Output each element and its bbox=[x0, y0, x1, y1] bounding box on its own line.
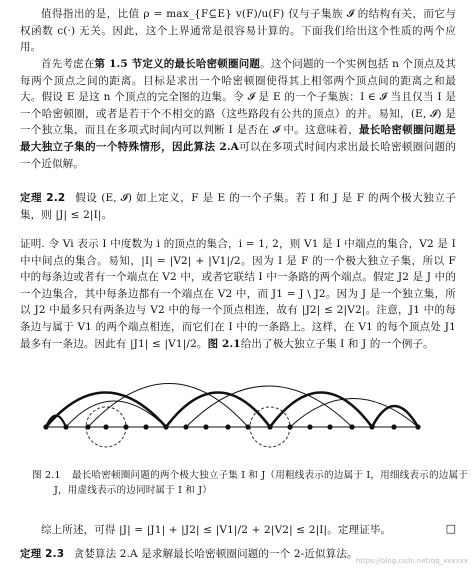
vertex-dot bbox=[143, 424, 148, 429]
paragraph-longest-hamilton: 首先考虑在第 1.5 节定义的最长哈密顿圈问题。这个问题的一个实例包括 n 个顶点及其每两个顶点之间的距离。目标是求出一个哈密顿圈使得其上相邻两个顶点间的距离之和最大。假设 E 是这 n 个顶点的完全图的边集。令 𝓘 是 E 的一个子集族：I ∈ 𝓘 当且仅当 I 是一个哈密顿圈，或者是若干个不相交的路（这些路段有公共的顶点）的并。易知，(E, 𝓘) 是一个独立集，而且在多项式时间内可以判断 I 是否在 𝓘 中。这意味着，最长哈密顿圈问题是最大独立子集的一个特殊情形，因此算法 2.A可以在多项式时间内求出最长哈密顿圈问题的一个近似解。 bbox=[20, 58, 457, 170]
vertex-dot bbox=[327, 424, 332, 429]
figure-caption-text: 最长哈密顿圈问题的两个极大独立子集 I 和 J（用粗线表示的边属于 I，用细线表示的边属于 J，用虚线表示的边同时属于 I 和 J） bbox=[54, 470, 468, 496]
proof-conclusion: 综上所述，可得 |J| = |J1| + |J2| ≤ |V1|/2 + 2|V2| ≤ 2|I|。定理证毕。 bbox=[41, 524, 392, 536]
qed-symbol: □ bbox=[445, 522, 456, 535]
vertex-dot bbox=[245, 424, 250, 429]
vertex-dot bbox=[307, 424, 312, 429]
thick-arc-4 bbox=[372, 406, 418, 427]
thin-arc-4 bbox=[290, 399, 418, 428]
vertex-dot bbox=[183, 424, 188, 429]
figure-caption bbox=[32, 468, 468, 498]
proof-label: 证明. bbox=[20, 238, 45, 250]
section-reference: 第 1.5 节定义的最长哈密顿圈问题 bbox=[94, 58, 261, 70]
vertex-dot bbox=[415, 424, 420, 429]
thick-arc-2 bbox=[166, 393, 270, 428]
vertex-dot bbox=[287, 424, 292, 429]
vertex-dot bbox=[203, 424, 208, 429]
vertex-dot bbox=[163, 424, 168, 429]
vertex-dot bbox=[43, 424, 48, 429]
figure-caption-label: 图 2.1 bbox=[32, 470, 61, 481]
figure-reference: 图 2.1 bbox=[207, 337, 241, 350]
vertex-dot bbox=[267, 424, 272, 429]
proof-text: 令 Vi 表示 I 中度数为 i 的顶点的集合，i = 1, 2，则 V1 是 I 中端点的集合，V2 是 I 中中间点的集合。易知，|I| = |V2| + |V1|/2。因为 I 是 F 的一个极大独立子集，所以 F 中的每条边或者有一个端点在 V2 中，或者它联结 I 中一条路的两个端点。假定 J2 是 J 中的一个边集合，其中每条边都有一个端点在 V2 中，而 J1 = J \ J2。因为 J 是一个独立集，所以 J2 中最多只有两条边与 V2 中的每一个顶点相连，故有 |J2| ≤ 2|V2|。注意，J1 中的每条边与属于 V1 的两个端点相连，而它们在 I 中的一条路上。这样，在 V1 的每个顶点处 J1 最多有一条边。因此有 |J1| ≤ |V1|/2。 bbox=[20, 238, 456, 350]
vertex-dot bbox=[349, 424, 354, 429]
thin-arc-2 bbox=[88, 384, 248, 428]
vertex-dot bbox=[123, 424, 128, 429]
proof-paragraph: 证明. 令 Vi 表示 I 中度数为 i 的顶点的集合，i = 1, 2，则 V1 是 I 中端点的集合，V2 是 I 中中间点的集合。易知，|I| = |V2| + |V1|/2。因为 I 是 F 的一个极大独立子集，所以 F 中的每条边或者有一个端点在 V2 中，或者它联结 I 中一条路的两个端点。假定 J2 是 J 中的一个边集合，其中每条边都有一个端点在 V2 中，而 J1 = J \ J2。因为 J 是一个独立集，所以 J2 中最多只有两条边与 V2 中的每一个顶点相连，故有 |J2| ≤ 2|V2|。注意，J1 中的每条边与属于 V1 的两个端点相连，而它们在 I 中的一条路上。这样，在 V1 的每个顶点处 J1 最多有一条边。因此有 |J1| ≤ |V1|/2。图 2.1给出了极大独立子集 I 和 J 的一个例子。 bbox=[20, 238, 456, 350]
vertex-dot bbox=[103, 424, 108, 429]
vertex-dot bbox=[369, 424, 374, 429]
vertex-dot bbox=[63, 424, 68, 429]
theorem-2-3-label: 定理 2.3 bbox=[20, 548, 65, 560]
thick-arc-3 bbox=[270, 393, 372, 428]
vertex-dot bbox=[225, 424, 230, 429]
paragraph-ratio-remark: 值得指出的是，比值 ρ = max_{F⊆E} v(F)/u(F) 仅与子集族 𝓘 的结构有关，而它与权函数 c(·) 无关。因此，这个上界通常是很容易计算的。下面我们给出这个性质的两个应用。 bbox=[20, 8, 456, 54]
theorem-2-2-label: 定理 2.2 bbox=[20, 192, 66, 204]
thin-arc-1 bbox=[66, 401, 166, 427]
vertex-dot bbox=[85, 424, 90, 429]
bold-claim: 最长哈密顿圈问题是最大独立子集的一个特殊情形，因此算法 2.A bbox=[20, 124, 456, 153]
theorem-2-2-text: 假设 (E, 𝓘) 如上定义，F 是 E 的一个子集。若 I 和 J 是 F 的两个极大独立子集，则 |J| ≤ 2|I|。 bbox=[20, 192, 456, 221]
theorem-2-3-text: 贪婪算法 2.A 是求解最长哈密顿圈问题的一个 2-近似算法。 bbox=[73, 548, 358, 560]
watermark: https://blog.csdn.net/qq_xxxxxx bbox=[355, 557, 468, 565]
vertex-dot bbox=[391, 424, 396, 429]
